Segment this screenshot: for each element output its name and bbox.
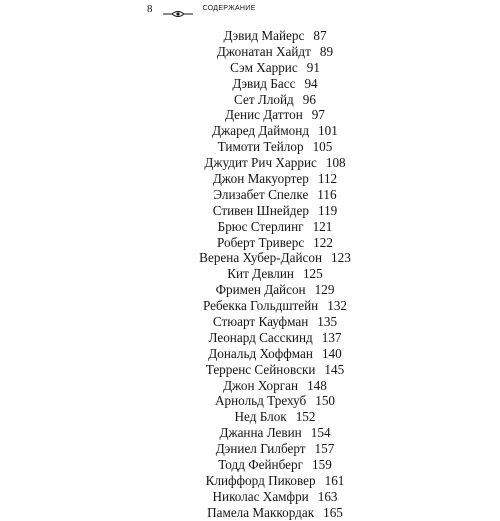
- toc-page-number: 163: [317, 488, 338, 504]
- toc-page-number: 122: [313, 234, 333, 250]
- toc-page-number: 140: [321, 345, 342, 361]
- toc-page-number: 108: [325, 155, 346, 171]
- toc-author: Денис Даттон: [225, 107, 303, 123]
- toc-author: Стивен Шнейдер: [212, 202, 309, 218]
- toc-author: Роберт Триверс: [217, 234, 305, 250]
- toc-page-number: 159: [312, 457, 332, 473]
- toc-entry: [160, 28, 390, 44]
- toc-author: Элизабет Спелке: [213, 186, 309, 202]
- page-number: 8: [147, 3, 153, 15]
- page-header: [147, 3, 256, 15]
- toc-entry: [160, 171, 390, 187]
- toc-entry: [160, 187, 390, 203]
- toc-author: Дэвид Басс: [232, 75, 296, 91]
- toc-entry: [160, 139, 390, 155]
- toc-entry: [160, 314, 390, 330]
- toc-page-number: 157: [314, 441, 335, 457]
- toc-author: Тимоти Тейлор: [217, 139, 304, 155]
- running-title: СОДЕРЖАНИЕ: [202, 5, 256, 12]
- toc-author: Николас Хамфри: [212, 488, 309, 504]
- toc-entry: [160, 123, 390, 139]
- toc-page-number: 125: [302, 266, 323, 282]
- toc-page-number: 94: [304, 75, 318, 91]
- toc-author: Дэвид Майерс: [223, 28, 305, 43]
- toc-author: Сэм Харрис: [230, 59, 298, 75]
- toc-page-number: 91: [306, 59, 320, 75]
- toc-author: Джон Хорган: [223, 377, 299, 393]
- toc-page-number: 132: [327, 298, 348, 314]
- toc-page-number: 165: [323, 504, 343, 520]
- toc-author: Стюарт Кауфман: [212, 314, 309, 330]
- toc-page-number: 135: [317, 314, 338, 330]
- toc-entry: [160, 441, 390, 457]
- toc-page-number: 116: [317, 186, 337, 202]
- toc-entry: [160, 155, 390, 171]
- toc-page-number: 137: [321, 329, 342, 345]
- toc-page-number: 112: [317, 171, 338, 187]
- toc-page-number: 97: [311, 107, 325, 123]
- toc-page-number: 105: [312, 139, 333, 155]
- toc-author: Памела Маккордак: [207, 504, 315, 520]
- toc-author: Джаред Даймонд: [212, 123, 310, 139]
- toc-entry: [160, 250, 390, 266]
- toc-author: Клиффорд Пиковер: [205, 472, 316, 488]
- toc-entry: [160, 203, 390, 219]
- toc-author: Арнольд Трехуб: [214, 393, 307, 409]
- toc-author: Джанна Левин: [219, 425, 302, 441]
- ornament-divider-icon: [163, 4, 193, 14]
- toc-entry: [160, 44, 390, 60]
- toc-author: Терренс Сейновски: [205, 361, 316, 377]
- toc-author: Брюс Стерлинг: [217, 218, 304, 234]
- toc-entry: [160, 298, 390, 314]
- toc-author: Джонатан Хайдт: [216, 43, 311, 59]
- toc-page-number: 87: [313, 28, 327, 43]
- toc-entry: [160, 219, 390, 235]
- toc-entry: [160, 266, 390, 282]
- toc-page-number: 123: [331, 250, 351, 266]
- toc-author: Леонард Сасскинд: [208, 329, 313, 345]
- toc-entry: [160, 425, 390, 441]
- toc-author: Джон Макуортер: [212, 171, 309, 187]
- toc-entry: [160, 489, 390, 505]
- toc-page-number: 121: [312, 218, 333, 234]
- toc-page-number: 152: [295, 409, 316, 425]
- toc-entry: [160, 457, 390, 473]
- table-of-contents: [160, 28, 390, 521]
- toc-entry: [160, 235, 390, 251]
- toc-author: Кит Девлин: [227, 266, 294, 282]
- toc-page-number: 101: [318, 123, 338, 139]
- toc-author: Верена Хубер-Дайсон: [199, 250, 323, 266]
- toc-entry: [160, 393, 390, 409]
- toc-author: Джудит Рич Харрис: [204, 155, 317, 171]
- toc-author: Тодд Фейнберг: [218, 457, 303, 473]
- toc-page-number: 96: [302, 91, 316, 107]
- toc-page-number: 129: [314, 282, 335, 298]
- toc-author: Фримен Дайсон: [215, 282, 306, 298]
- toc-entry: [160, 330, 390, 346]
- toc-entry: [160, 92, 390, 108]
- toc-page-number: 119: [317, 202, 338, 218]
- toc-entry: [160, 60, 390, 76]
- toc-author: Дональд Хоффман: [208, 345, 313, 361]
- toc-author: Нед Блок: [234, 409, 287, 425]
- toc-page-number: 154: [310, 425, 331, 441]
- toc-entry: [160, 505, 390, 521]
- toc-entry: [160, 107, 390, 123]
- toc-entry: [160, 378, 390, 394]
- toc-entry: [160, 362, 390, 378]
- toc-entry: [160, 76, 390, 92]
- toc-author: Сет Ллойд: [234, 91, 294, 107]
- toc-page-number: 150: [315, 393, 336, 409]
- toc-entry: [160, 346, 390, 362]
- toc-author: Дэниел Гилберт: [215, 441, 306, 457]
- toc-page-number: 145: [324, 361, 345, 377]
- toc-page-number: 148: [307, 377, 327, 393]
- toc-page-number: 161: [324, 472, 345, 488]
- toc-entry: [160, 473, 390, 489]
- toc-author: Ребекка Гольдштейн: [202, 298, 319, 314]
- toc-entry: [160, 282, 390, 298]
- toc-page-number: 89: [319, 43, 334, 59]
- toc-entry: [160, 409, 390, 425]
